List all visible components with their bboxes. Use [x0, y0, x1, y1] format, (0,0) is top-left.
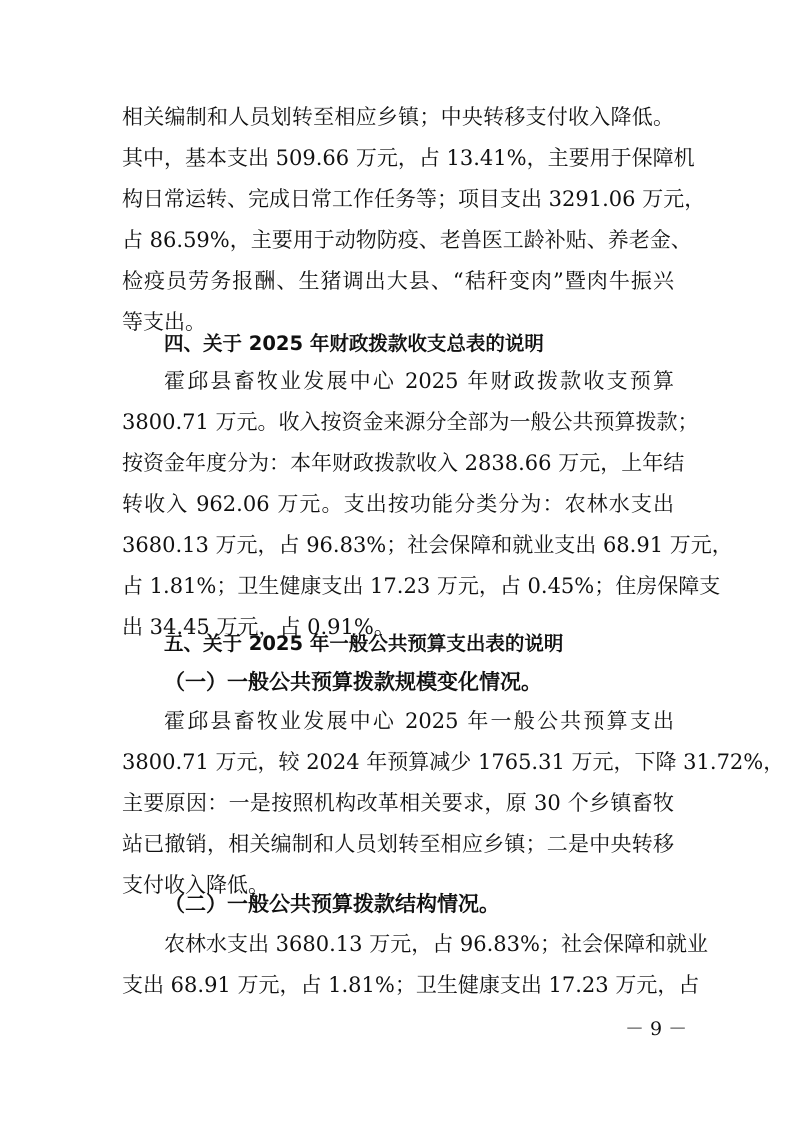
- section-heading: 五、关于 2025 年一般公共预算支出表的说明: [164, 632, 564, 655]
- paragraph-line: 相关编制和人员划转至相应乡镇；中央转移支付收入降低。: [122, 105, 674, 129]
- paragraph-line: 霍邱县畜牧业发展中心 2025 年一般公共预算支出: [164, 709, 674, 733]
- paragraph-line: 主要原因：一是按照机构改革相关要求，原 30 个乡镇畜牧: [122, 791, 674, 815]
- paragraph-line: 3800.71 万元。收入按资金来源分全部为一般公共预算拨款；: [122, 410, 699, 434]
- paragraph-line: 检疫员劳务报酬、生猪调出大县、“秸秆变肉”暨肉牛振兴: [122, 269, 674, 293]
- paragraph-line: 占 86.59%，主要用于动物防疫、老兽医工龄补贴、养老金、: [122, 228, 692, 252]
- paragraph-line: 霍邱县畜牧业发展中心 2025 年财政拨款收支预算: [164, 369, 674, 393]
- paragraph-line: 占 1.81%；卫生健康支出 17.23 万元，占 0.45%；住房保障支: [122, 574, 721, 598]
- paragraph-line: 3800.71 万元，较 2024 年预算减少 1765.31 万元，下降 31.72%，: [122, 750, 785, 774]
- sub-heading: （二）一般公共预算拨款结构情况。: [164, 891, 500, 916]
- paragraph-line: 站已撤销，相关编制和人员划转至相应乡镇；二是中央转移: [122, 832, 674, 856]
- paragraph-line: 农林水支出 3680.13 万元，占 96.83%；社会保障和就业: [164, 932, 708, 956]
- paragraph-line: 转收入 962.06 万元。支出按功能分类分为：农林水支出: [122, 492, 675, 516]
- sub-heading: （一）一般公共预算拨款规模变化情况。: [164, 669, 542, 694]
- paragraph-line: 出 34.45 万元，占 0.91%。: [122, 615, 395, 639]
- paragraph-line: 支付收入降低。: [122, 873, 269, 897]
- section-heading: 四、关于 2025 年财政拨款收支总表的说明: [164, 332, 544, 355]
- paragraph-line: 3680.13 万元，占 96.83%；社会保障和就业支出 68.91 万元，: [122, 533, 733, 557]
- paragraph-line: 构日常运转、完成日常工作任务等；项目支出 3291.06 万元，: [122, 187, 706, 211]
- paragraph-line: 支出 68.91 万元，占 1.81%；卫生健康支出 17.23 万元，占: [122, 973, 700, 997]
- paragraph-line: 其中，基本支出 509.66 万元，占 13.41%，主要用于保障机: [122, 146, 695, 170]
- paragraph-line: 按资金年度分为：本年财政拨款收入 2838.66 万元，上年结: [122, 451, 685, 475]
- page-number: － 9 －: [625, 1018, 688, 1040]
- paragraph-line: 等支出。: [122, 310, 206, 334]
